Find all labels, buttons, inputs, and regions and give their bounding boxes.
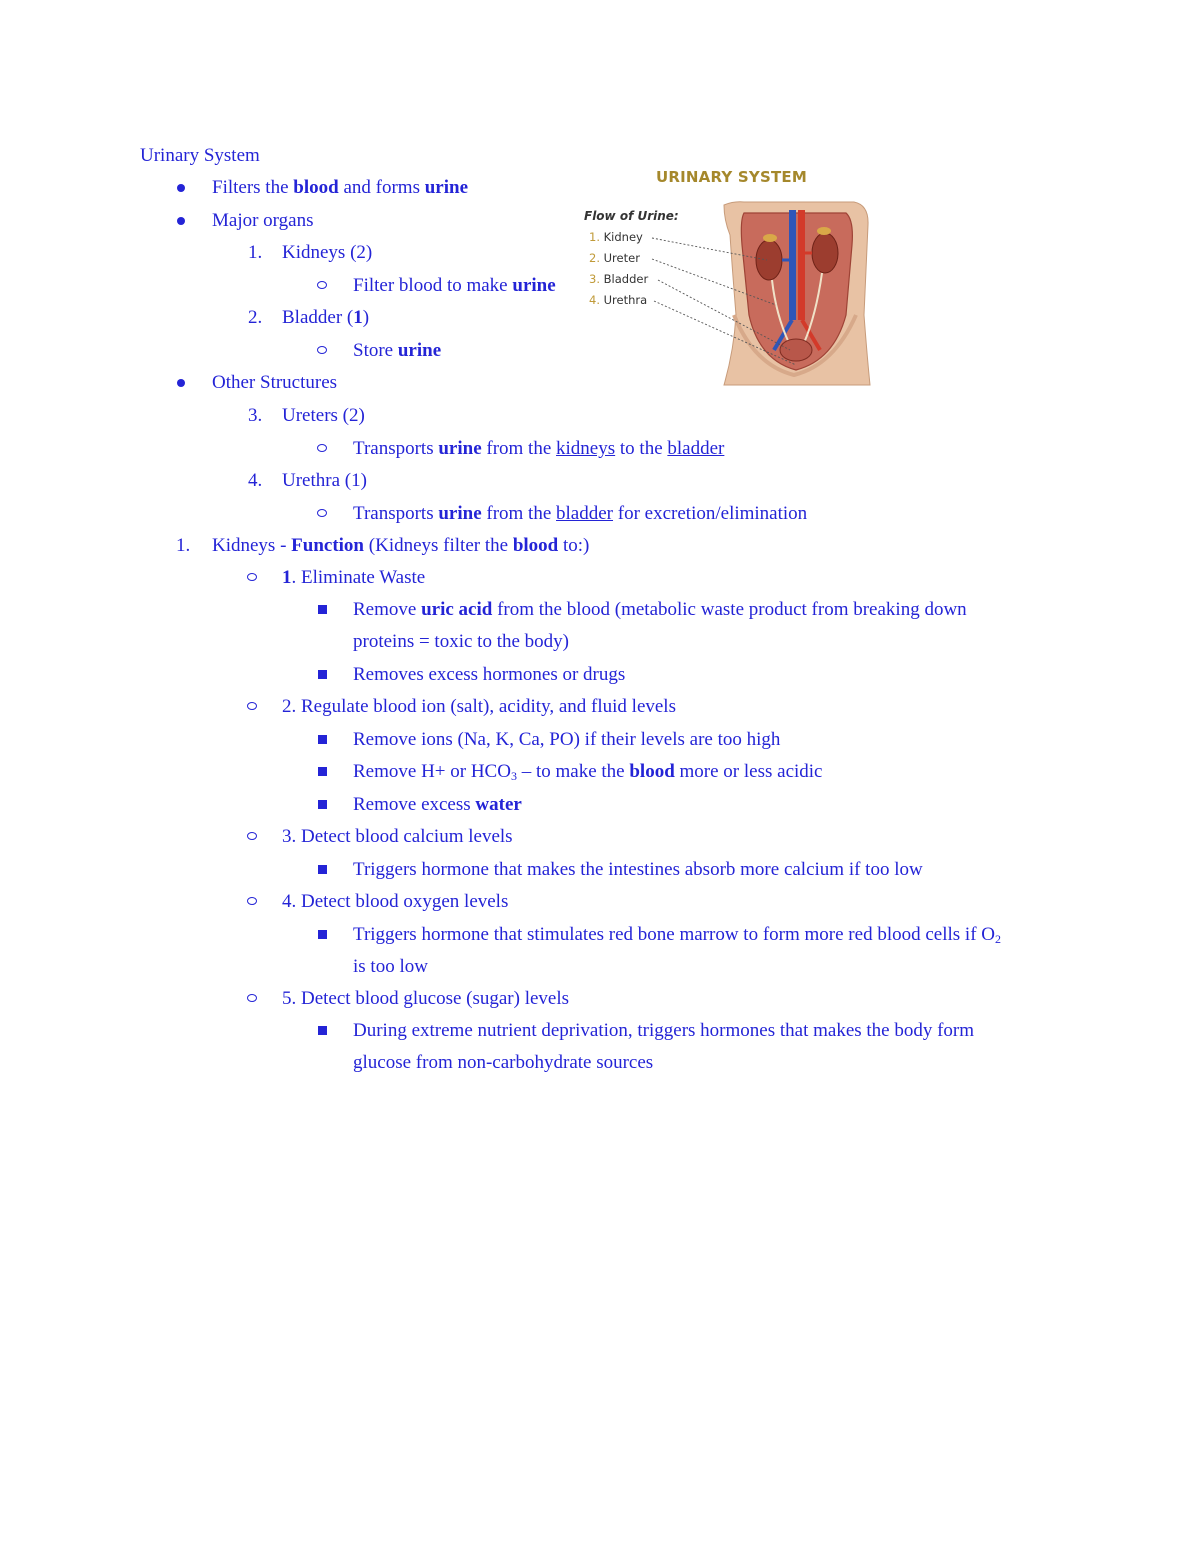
figure-label-ureter: 2. Ureter — [589, 251, 640, 265]
bullet-circle — [247, 897, 257, 905]
bullet-square — [318, 670, 327, 679]
urinary-system-figure — [584, 165, 874, 390]
text-line: is too low — [353, 956, 428, 977]
text-line: During extreme nutrient deprivation, triggers hormones that makes the body form — [353, 1020, 975, 1041]
bullet-square — [318, 1026, 327, 1035]
text-line: Transports urine from the bladder for excretion/elimination — [353, 503, 808, 524]
list-number: 4. — [248, 470, 263, 491]
text-line: 1. Eliminate Waste — [282, 567, 426, 588]
bullet-circle — [247, 702, 257, 710]
section-heading: Kidneys - Function (Kidneys filter the blood to:) — [212, 535, 590, 556]
figure-label-urethra: 4. Urethra — [589, 293, 648, 307]
bullet-square — [318, 865, 327, 874]
text-line: Other Structures — [212, 372, 338, 393]
bullet-circle — [317, 509, 327, 517]
text-line: proteins = toxic to the body) — [353, 631, 569, 652]
bullet-dot — [177, 184, 185, 192]
text-line: 5. Detect blood glucose (sugar) levels — [282, 988, 570, 1009]
bullet-circle — [317, 444, 327, 452]
bullet-dot — [177, 217, 185, 225]
list-number: 2. — [248, 307, 263, 328]
text-line: Triggers hormone that stimulates red bone marrow to form more red blood cells if $O_2$ — [353, 924, 1001, 946]
text-line: Transports urine from the kidneys to the bladder — [353, 438, 725, 459]
text-line: Store urine — [353, 340, 442, 361]
bullet-circle — [247, 994, 257, 1002]
bullet-circle — [247, 832, 257, 840]
text-line: Triggers hormone that makes the intestines absorb more calcium if too low — [353, 859, 923, 880]
figure-label-bladder: 3. Bladder — [589, 272, 649, 286]
figure-title: URINARY SYSTEM — [656, 168, 807, 186]
text-line: Kidneys (2) — [282, 242, 373, 263]
text-line: Removes excess hormones or drugs — [353, 664, 626, 685]
text-line: Ureters (2) — [282, 405, 365, 426]
bullet-circle — [317, 346, 327, 354]
bullet-square — [318, 930, 327, 939]
text-line: Filters the blood and forms urine — [212, 177, 468, 198]
text-line: Remove uric acid from the blood (metabolic waste product from breaking down — [353, 599, 967, 620]
page-title: Urinary System — [140, 145, 260, 166]
text-line: Filter blood to make urine — [353, 275, 556, 296]
text-line: 3. Detect blood calcium levels — [282, 826, 513, 847]
text-line: Urethra (1) — [282, 470, 367, 491]
figure-label-kidney: 1. Kidney — [589, 230, 643, 244]
bullet-dot — [177, 379, 185, 387]
bullet-square — [318, 800, 327, 809]
text-line: Remove ions (Na, K, Ca, PO) if their levels are too high — [353, 729, 781, 750]
figure-subtitle: Flow of Urine: — [584, 209, 679, 223]
bullet-square — [318, 605, 327, 614]
text-line: Remove excess water — [353, 794, 522, 815]
text-line: Bladder (1) — [282, 307, 370, 328]
text-line: 2. Regulate blood ion (salt), acidity, and fluid levels — [282, 696, 676, 717]
bullet-circle — [317, 281, 327, 289]
text-line: 4. Detect blood oxygen levels — [282, 891, 509, 912]
bullet-square — [318, 735, 327, 744]
text-line: Remove H+ or $HCO_3$ – to make the blood more or less acidic — [353, 761, 823, 783]
text-line: glucose from non-carbohydrate sources — [353, 1052, 654, 1073]
bullet-circle — [247, 573, 257, 581]
list-number: 1. — [248, 242, 263, 263]
bullet-square — [318, 767, 327, 776]
text-line: Major organs — [212, 210, 314, 231]
list-number: 1. — [176, 535, 191, 556]
list-number: 3. — [248, 405, 263, 426]
